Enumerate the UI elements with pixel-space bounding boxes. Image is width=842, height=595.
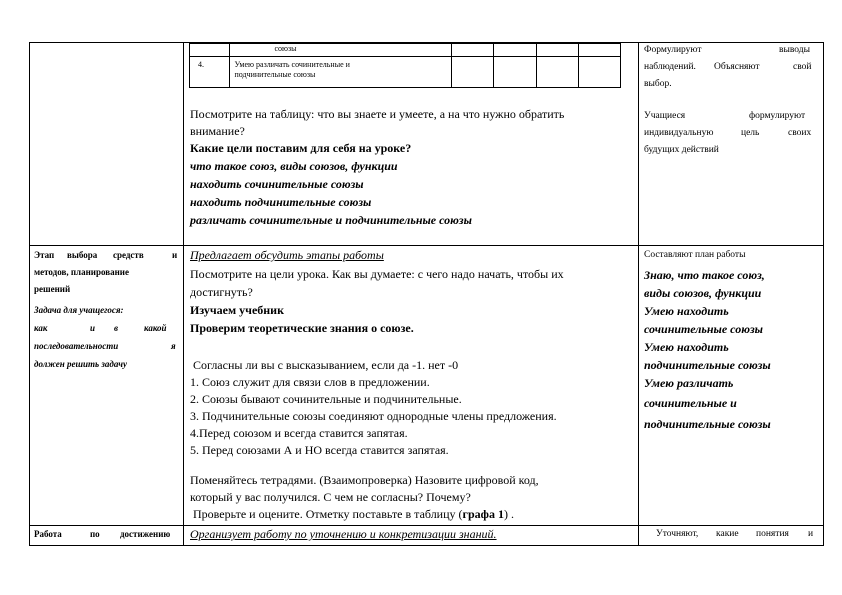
column-divider-1 bbox=[183, 42, 184, 546]
column-divider-2 bbox=[638, 42, 639, 546]
teacher-text: Посмотрите на цели урока. Как вы думаете: с чего надо начать, чтобы их bbox=[190, 267, 564, 281]
students-text: своих bbox=[788, 128, 812, 138]
students-text: индивидуальную bbox=[644, 128, 714, 138]
stage-text: по bbox=[90, 529, 100, 539]
quiz-statement: 4.Перед союзом и всегда ставится запятая. bbox=[190, 426, 408, 440]
teacher-text-part: ) . bbox=[503, 507, 514, 521]
teacher-text bbox=[193, 508, 514, 520]
stage-task: в bbox=[114, 323, 119, 333]
stage-task: какой bbox=[144, 323, 167, 333]
table-cell: 4. bbox=[190, 57, 230, 88]
stage-text: средств bbox=[113, 250, 144, 260]
table-cell bbox=[494, 57, 536, 88]
students-text: выводы bbox=[779, 45, 810, 55]
students-text: наблюдений. bbox=[644, 62, 696, 72]
students-result: подчинительные союзы bbox=[644, 417, 771, 431]
students-text: выбор. bbox=[644, 79, 672, 89]
stage-task: Задача для учащегося: bbox=[34, 305, 124, 315]
table-bottom-border bbox=[29, 545, 824, 546]
table-cell bbox=[536, 57, 578, 88]
teacher-text: внимание? bbox=[190, 124, 245, 138]
row-divider-2 bbox=[29, 525, 824, 526]
lesson-goal: находить сочинительные союзы bbox=[190, 177, 364, 191]
students-result: Умею находить bbox=[644, 340, 729, 354]
stage-text: методов, планирование bbox=[34, 267, 129, 277]
quiz-statement: 1. Союз служит для связи слов в предложении. bbox=[190, 375, 430, 389]
teacher-text: Посмотрите на таблицу: что вы знаете и умеете, а на что нужно обратить bbox=[190, 107, 565, 121]
stage-text: и bbox=[172, 250, 178, 260]
stage-text: Работа bbox=[34, 529, 62, 539]
teacher-step: Изучаем учебник bbox=[190, 303, 285, 317]
students-text: Учащиеся bbox=[644, 111, 686, 121]
row-divider-1 bbox=[29, 245, 824, 246]
stage-text: выбора bbox=[67, 250, 98, 260]
teacher-question: Какие цели поставим для себя на уроке? bbox=[190, 141, 412, 155]
students-text: Формулируют bbox=[644, 45, 702, 55]
students-text: Уточняют, bbox=[656, 529, 699, 539]
stage-text: решений bbox=[34, 284, 71, 294]
cell-line: Умею различать сочинительные и bbox=[234, 60, 350, 69]
table-cell bbox=[536, 44, 578, 57]
table-cell: союзы bbox=[230, 44, 452, 57]
table-cell bbox=[452, 44, 494, 57]
quiz-question: Согласны ли вы с высказыванием, если да -1. нет -0 bbox=[193, 358, 459, 372]
table-cell bbox=[190, 44, 230, 57]
teacher-heading: Предлагает обсудить этапы работы bbox=[190, 248, 384, 262]
students-result: сочинительные союзы bbox=[644, 322, 763, 336]
students-text: и bbox=[808, 529, 814, 539]
students-result: виды союзов, функции bbox=[644, 286, 762, 300]
students-text: формулируют bbox=[749, 111, 806, 121]
table-cell bbox=[452, 57, 494, 88]
teacher-text: достигнуть? bbox=[190, 285, 253, 299]
students-text: Объясняют bbox=[714, 62, 760, 72]
teacher-heading: Организует работу по уточнению и конкретизации знаний. bbox=[190, 527, 497, 541]
lesson-goal: находить подчинительные союзы bbox=[190, 195, 372, 209]
quiz-statement: 5. Перед союзами А и НО всегда ставится запятая. bbox=[190, 443, 449, 457]
table-cell bbox=[230, 57, 452, 88]
stage-text: Этап bbox=[34, 250, 55, 260]
teacher-text-part: Проверьте и оцените. Отметку поставьте в таблицу ( bbox=[193, 507, 463, 521]
students-text: цель bbox=[741, 128, 760, 138]
lesson-goal: что такое союз, виды союзов, функции bbox=[190, 159, 398, 173]
teacher-text: Поменяйтесь тетрадями. (Взаимопроверка) Назовите цифровой код, bbox=[190, 473, 539, 487]
stage-task: должен решить задачу bbox=[34, 359, 127, 369]
lesson-goal: различать сочинительные и подчинительные союзы bbox=[190, 213, 472, 227]
teacher-text: который у вас получился. С чем не согласны? Почему? bbox=[190, 490, 471, 504]
students-result: подчинительные союзы bbox=[644, 358, 771, 372]
stage-text: достижению bbox=[120, 529, 171, 539]
students-result: Знаю, что такое союз, bbox=[644, 268, 765, 282]
students-text: будущих действий bbox=[644, 145, 719, 155]
table-cell bbox=[494, 44, 536, 57]
self-assessment-table bbox=[189, 43, 621, 88]
table-left-border bbox=[29, 42, 30, 546]
students-text: Составляют план работы bbox=[644, 250, 746, 260]
stage-task: я bbox=[171, 341, 176, 351]
table-right-border bbox=[823, 42, 824, 546]
students-text: свой bbox=[793, 62, 812, 72]
table-cell bbox=[578, 44, 620, 57]
students-result: Умею различать bbox=[644, 376, 734, 390]
teacher-step: Проверим теоретические знания о союзе. bbox=[190, 321, 414, 335]
teacher-text-bold: графа 1 bbox=[462, 507, 504, 521]
quiz-statement: 3. Подчинительные союзы соединяют однородные члены предложения. bbox=[190, 409, 557, 423]
students-text: какие bbox=[716, 529, 739, 539]
quiz-statement: 2. Союзы бывают сочинительные и подчинительные. bbox=[190, 392, 462, 406]
students-result: сочинительные и bbox=[644, 396, 737, 410]
table-cell bbox=[578, 57, 620, 88]
stage-task: как bbox=[34, 323, 48, 333]
students-text: понятия bbox=[756, 529, 789, 539]
students-result: Умею находить bbox=[644, 304, 729, 318]
cell-line: подчинительные союзы bbox=[234, 69, 316, 79]
stage-task: последовательности bbox=[34, 341, 119, 351]
stage-task: и bbox=[90, 323, 96, 333]
